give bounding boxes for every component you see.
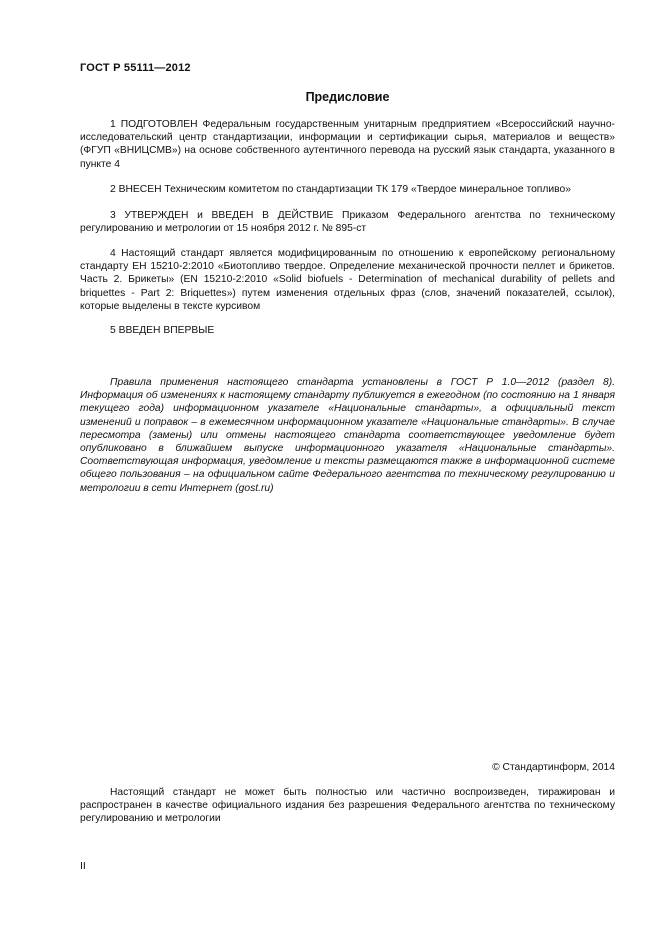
page-number: II — [80, 860, 86, 872]
usage-notice: Правила применения настоящего стандарта установлены в ГОСТ Р 1.0—2012 (раздел 8). Информация об изменениях к настоящему стандарту публикуется в ежегодном (по состоянию на 1 января текущего года) информационном указателе «Национальные стандарты», а официальный текст изменений и поправок – в ежемесячном информационном указателе «Национальные стандарты». В случае пересмотра (замены) или отмены настоящего стандарта соответствующее уведомление будет опубликовано в ближайшем выпуске информационного указателя «Национальные стандарты». Соответствующая информация, уведомление и тексты размещаются также в информационной системе общего пользования – на официальном сайте Федерального агентства по техническому регулированию и метрологии в сети Интернет (gost.ru) — [80, 377, 615, 494]
foreword-item-2: 2 ВНЕСЕН Техническим комитетом по стандартизации ТК 179 «Твердое минеральное топливо» — [110, 184, 571, 195]
foreword-item-4: 4 Настоящий стандарт является модифицированным по отношению к европейскому региональному стандарту ЕН 15210-2:2010 «Биотопливо твердое. Определение механической прочности пеллет и брикетов. Часть 2. Брикеты» (EN 15210-2:2010 «Solid biofuels - Determination of mechanical durability of pellets and briquettes - Part 2: Briquettes») путем изменения отдельных фраз (слов, значений показателей, ссылок), которые выделены в тексте курсивом — [80, 248, 615, 312]
standard-id: ГОСТ Р 55111—2012 — [80, 62, 191, 74]
legal-notice: Настоящий стандарт не может быть полностью или частично воспроизведен, тиражирован и распространен в качестве официального издания без разрешения Федерального агентства по техническому регулированию и метрологии — [80, 787, 615, 825]
section-title: Предисловие — [305, 90, 390, 104]
foreword-item-5: 5 ВВЕДЕН ВПЕРВЫЕ — [110, 325, 215, 336]
copyright-notice: © Стандартинформ, 2014 — [492, 762, 615, 773]
foreword-item-1: 1 ПОДГОТОВЛЕН Федеральным государственным унитарным предприятием «Всероссийский научно-исследовательский центр стандартизации, информации и сертификации сырья, материалов и веществ» (ФГУП «ВНИЦСМВ») на основе собственного аутентичного перевода на русский язык стандарта, указанного в пункте 4 — [80, 119, 615, 170]
foreword-item-3: 3 УТВЕРЖДЕН и ВВЕДЕН В ДЕЙСТВИЕ Приказом Федерального агентства по техническому регулированию и метрологии от 15 ноября 2012 г. № 895-ст — [80, 210, 615, 235]
